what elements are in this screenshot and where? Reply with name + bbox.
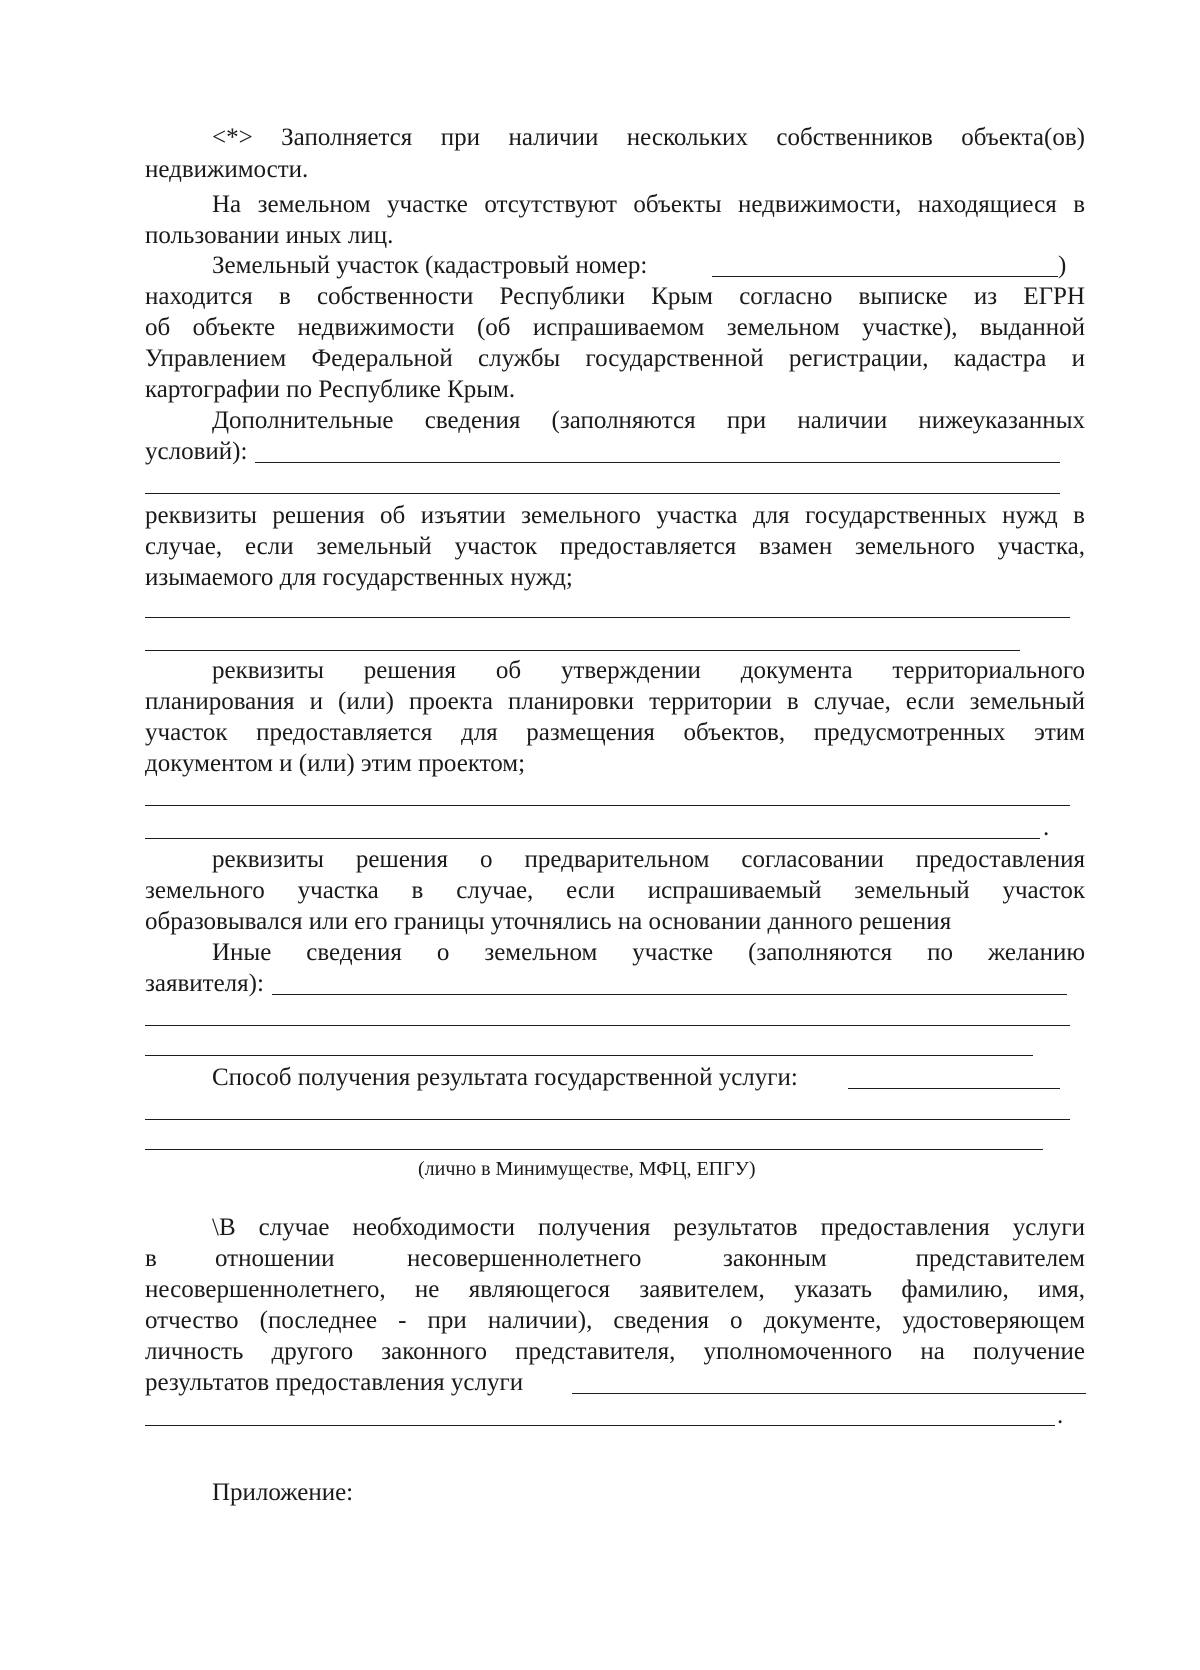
result-method-field-line-2[interactable] [145, 1119, 1070, 1120]
other-info-line-2: заявителя): [145, 970, 264, 997]
result-method-field-line-3[interactable] [145, 1149, 1043, 1150]
minor-word-3: несовершеннолетнего [407, 1245, 642, 1272]
minor-word-1: в [145, 1245, 157, 1272]
footnote-line-2: недвижимости. [145, 156, 309, 183]
preliminary-line-2: земельного участка в случае, если испрашиваемый земельный участок [145, 877, 1085, 904]
other-info-field-line-2[interactable] [145, 1025, 1070, 1026]
minor-line-4: отчество (последнее - при наличии), сведения о документе, удостоверяющем [145, 1307, 1085, 1334]
minor-line-1: \В случае необходимости получения результатов предоставления услуги [212, 1214, 1085, 1241]
additional-field-line-2[interactable] [145, 493, 1060, 494]
parcel-line-2: находится в собственности Республики Крым согласно выписке из ЕГРН [145, 283, 1085, 310]
parcel-line-1-text: Земельный участок (кадастровый номер: [212, 252, 648, 279]
other-info-field-line-3[interactable] [145, 1055, 1033, 1056]
territorial-line-3: участок предоставляется для размещения объектов, предусмотренных этим [145, 719, 1085, 746]
withdrawal-line-1: реквизиты решения об изъятии земельного участка для государственных нужд в [145, 502, 1085, 529]
withdrawal-line-3: изымаемого для государственных нужд; [145, 564, 573, 591]
minor-field-line-1[interactable] [572, 1393, 1086, 1394]
minor-word-5: представителем [915, 1245, 1085, 1272]
preliminary-line-3: образовывался или его границы уточнялись на основании данного решения [145, 908, 952, 935]
other-info-field-line-1[interactable] [272, 994, 1067, 995]
parcel-line-3: об объекте недвижимости (об испрашиваемом земельном участке), выданной [145, 314, 1085, 341]
additional-line-1: Дополнительные сведения (заполняются при наличии нижеуказанных [212, 407, 1085, 434]
withdrawal-field-line-2[interactable] [145, 650, 1020, 651]
parcel-close-paren: ) [1058, 252, 1067, 279]
territorial-line-1: реквизиты решения об утверждении документа территориального [212, 657, 1085, 684]
minor-period: . [1057, 1402, 1064, 1429]
territorial-line-2: планирования и (или) проекта планировки территории в случае, если земельный [145, 688, 1085, 715]
minor-line-3: несовершеннолетнего, не являющегося заявителем, указать фамилию, имя, [145, 1276, 1085, 1303]
footnote-line-1: <*> Заполняется при наличии нескольких собственников объекта(ов) [212, 124, 1085, 151]
no-objects-line-2: пользовании иных лиц. [145, 222, 394, 249]
attachment-label: Приложение: [212, 1479, 354, 1506]
minor-word-4: законным [723, 1245, 827, 1272]
preliminary-line-1: реквизиты решения о предварительном согласовании предоставления [212, 846, 1085, 873]
parcel-line-4: Управлением Федеральной службы государственной регистрации, кадастра и [145, 345, 1085, 372]
additional-field-line-1[interactable] [255, 462, 1060, 463]
parcel-line-5: картографии по Республике Крым. [145, 376, 516, 403]
minor-word-2: отношении [215, 1245, 335, 1272]
result-method-field-line-1[interactable] [848, 1088, 1060, 1089]
territorial-field-line-2[interactable] [145, 838, 1040, 839]
result-method-label: Способ получения результата государственной услуги: [212, 1064, 798, 1091]
minor-line-6: результатов предоставления услуги [145, 1369, 524, 1396]
minor-line-5: личность другого законного представителя, уполномоченного на получение [145, 1338, 1085, 1365]
other-info-line-1: Иные сведения о земельном участке (заполняются по желанию [212, 939, 1085, 966]
no-objects-line-1: На земельном участке отсутствуют объекты недвижимости, находящиеся в [212, 191, 1085, 218]
territorial-line-4: документом и (или) этим проектом; [145, 750, 526, 777]
additional-line-2: условий): [145, 438, 248, 465]
withdrawal-line-2: случае, если земельный участок предоставляется взамен земельного участка, [145, 533, 1085, 560]
withdrawal-field-line-1[interactable] [145, 617, 1070, 618]
result-method-caption: (лично в Минимуществе, МФЦ, ЕПГУ) [418, 1158, 756, 1180]
territorial-period: . [1043, 814, 1050, 841]
cadastral-number-field[interactable] [712, 276, 1058, 277]
territorial-field-line-1[interactable] [145, 805, 1070, 806]
minor-field-line-2[interactable] [145, 1425, 1055, 1426]
